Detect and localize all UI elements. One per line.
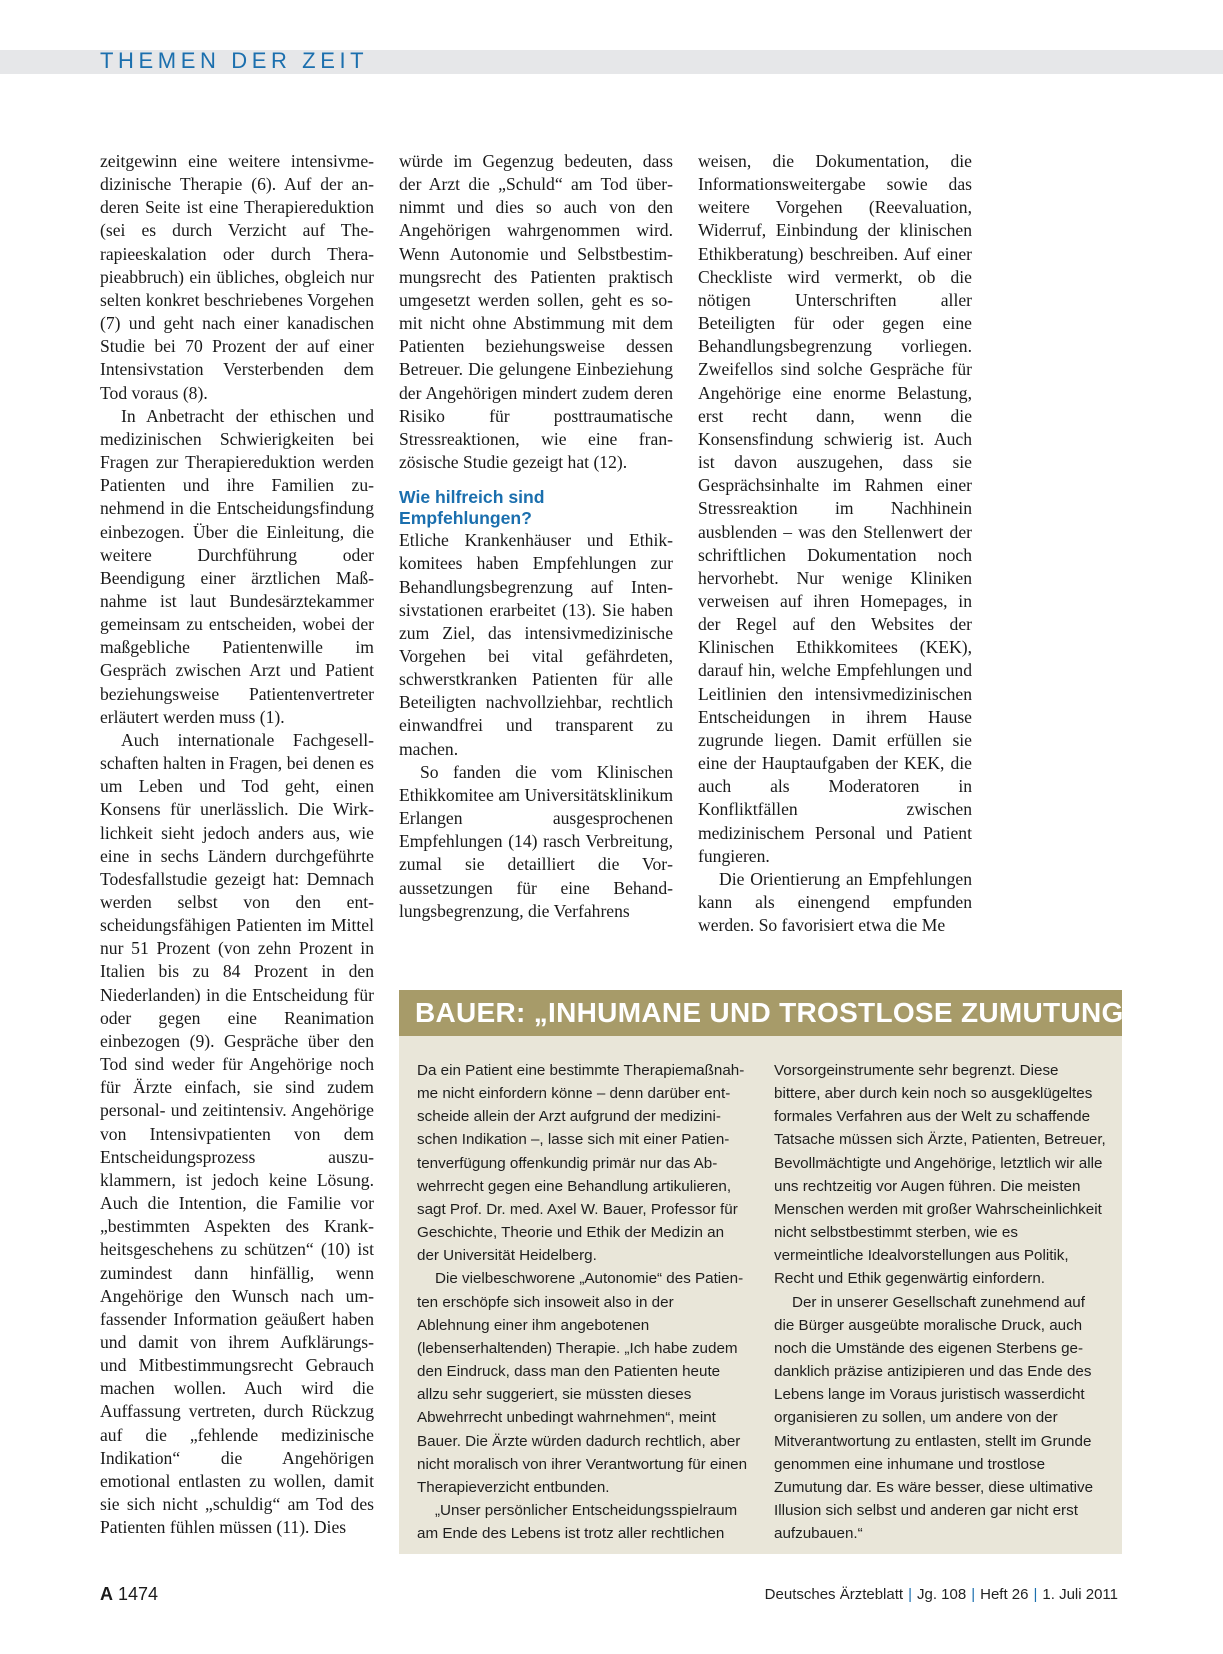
subheading-line: Wie hilfreich sind [399, 487, 545, 508]
box-paragraph: Die vielbeschworene „Autonomie“ des Patienten erschöpfe sich insoweit also in der Ablehnung einer ihm angebotenen (lebenserhaltenden) Therapie. „Ich habe zudem den Eindruck, dass man den Patienten heute allzu sehr suggeriert, sie müssten dieses Abwehrrecht unbedingt wahrnehmen“, meint Bauer. Die Ärzte würden dadurch rechtlich, aber nicht moralisch von ihrer Verantwortung für einen Therapieverzicht entbunden. [417, 1270, 748, 1496]
paragraph: Die Orientierung an Empfehlungen kann als einengend empfunden werden. So favorisiert etwa die Me [698, 868, 972, 936]
paragraph: So fanden die vom Klinischen Ethikkomitee am Universitätsklinikum Erlangen ausgesprochenen Empfehlungen (14) rasch Verbreitung, zumal sie detailliert die Voraussetzungen für eine Behandlungsbegrenzung, die Verfahrens [399, 761, 673, 921]
box-paragraph: „Unser persönlicher Entscheidungsspielraum am Ende des Lebens ist trotz aller rechtlichen [417, 1501, 738, 1543]
page-number-value: 1474 [118, 1584, 159, 1604]
box-column-1 [417, 1059, 749, 1545]
page-number [100, 1583, 158, 1605]
publication-info [765, 1585, 1118, 1605]
section-title: THEMEN DER ZEIT [100, 48, 369, 73]
paragraph: Etliche Krankenhäuser und Ethikkomitees haben Empfehlungen zur Behandlungsbegrenzung auf Intensivstationen erarbeitet (13). Sie haben zum Ziel, das intensivmedizinische Vorgehen bei vital gefährdeten, schwerstkranken Patienten für alle Beteiligten nachvollziehbar, rechtlich einwandfrei und transparent zu machen. [399, 530, 673, 759]
paragraph: In Anbetracht der ethischen und medizinischen Schwierigkeiten bei Fragen zur Therapiereduktion werden Patienten und ihre Familien zunehmend in die Entscheidungsfindung einbezogen. Über die Einleitung, die weitere Durchführung oder Beendigung einer ärztlichen Maßnahme ist laut Bundesärztekammer gemeinsam zu entscheiden, wobei der maßgebliche Patientenwille im Gespräch zwischen Arzt und Patient beziehungsweise Patientenvertreter erläutert werden muss (1). [100, 405, 374, 727]
subheading [399, 487, 673, 529]
separator: | [1033, 1586, 1038, 1603]
article-column-1 [100, 150, 374, 1539]
article-column-2 [399, 150, 673, 923]
box-title: BAUER: „INHUMANE UND TROSTLOSE ZUMUTUNG“ [415, 997, 1138, 1028]
issue: Heft 26 [980, 1586, 1029, 1603]
paragraph: weisen, die Dokumentation, die Informationsweitergabe sowie das weitere Vorgehen (Reevaluation, Widerruf, Einbindung der klinischen Ethikberatung) beschreiben. Auf einer Checkliste wird vermerkt, ob die nötigen Unterschriften aller Beteiligten für oder gegen eine Behandlungsbegrenzung vorliegen. Zweifellos sind solche Gespräche für Angehörige eine enorme Belastung, erst recht dann, wenn die Konsensfindung schwierig ist. Auch ist davon auszugehen, dass sie Gesprächsinhalte im Rahmen einer Stressreaktion im Nachhinein ausblenden – was den Stellenwert der schriftlichen Dokumentation noch hervorhebt. Nur wenige Kliniken verweisen auf ihren Homepages, in der Regel auf den Websites der Klinischen Ethikkomitees (KEK), darauf hin, welche Empfehlungen und Leitlinien den intensivmedizinischen Entscheidungen in ihrem Hause zugrunde liegen. Damit erfüllen sie eine der Hauptaufgaben der KEK, die auch als Moderatoren in Konfliktfällen zwischen medizinischem Personal und Patient fungieren. [698, 151, 972, 866]
volume: Jg. 108 [916, 1586, 967, 1603]
issue-date: 1. Juli 2011 [1042, 1586, 1118, 1603]
box-paragraph: Vorsorgeinstrumente sehr begrenzt. Diese bittere, aber durch kein noch so ausgeklügeltes formales Verfahren aus der Welt zu schaffende Tatsache müssen sich Ärzte, Patienten, Betreuer, Bevollmächtigte und Angehörige, letztlich wir alle uns rechtzeitig vor Augen führen. Die meisten Menschen werden mit großer Wahrscheinlichkeit nicht selbstbestimmt sterben, wie es vermeintliche Idealvorstellungen aus Politik, Recht und Ethik gegenwärtig einfordern. [774, 1062, 1106, 1288]
paragraph: zeitgewinn eine weitere intensivmedizinische Therapie (6). Auf der anderen Seite ist eine Therapiereduktion (sei es durch Verzicht auf Therapieeskalation oder durch Therapieabbruch) ein übliches, obgleich nur selten konkret beschriebenes Vorgehen (7) und geht nach einer kanadischen Studie bei 70 Prozent der auf einer Intensivstation Versterbenden dem Tod voraus (8). [100, 151, 374, 403]
paragraph: Auch internationale Fachgesellschaften halten in Fragen, bei denen es um Leben und Tod geht, einen Konsens für unerlässlich. Die Wirklichkeit sieht jedoch anders aus, wie eine in sechs Ländern durchgeführte Todesfallstudie gezeigt hat: Demnach werden selbst von den entscheidungsfähigen Patienten im Mittel nur 51 Prozent (von zehn Prozent in Italien bis zu 84 Prozent in den Niederlanden) in die Entscheidung für oder gegen eine Reanimation einbezogen (9). Gespräche über den Tod sind weder für Angehörige noch für Ärzte einfach, sie sind zudem personal- und zeitintensiv. Angehörige von Intensivpatienten von dem Entscheidungsprozess auszuklammern, ist jedoch keine Lösung. Auch die Intention, die Familie vor „bestimmten Aspekten des Krankheitsgeschehens zu schützen“ (10) ist zumindest dann hinfällig, wenn Angehörige den Wunsch nach umfassender Information geäußert haben und damit von ihrem Aufklärungs- und Mitbestimmungsrecht Gebrauch machen wollen. Auch wird die Auffassung vertreten, durch Rückzug auf die „fehlende medizinische Indikation“ die Angehörigen emotional entlasten zu wollen, damit sie sich nicht „schuldig“ am Tod des Patienten fühlen müssen (11). Dies [100, 729, 374, 1538]
interview-box [399, 990, 1138, 1554]
box-paragraph: Da ein Patient eine bestimmte Therapiemaßnahme nicht einfordern könne – denn darüber entscheide allein der Arzt aufgrund der medizinischen Indikation –, lasse sich mit einer Patientenverfügung offenkundig primär nur das Abwehrrecht gegen eine Behandlung artikulieren, sagt Prof. Dr. med. Axel W. Bauer, Professor für Geschichte, Theorie und Ethik der Medizin an der Universität Heidelberg. [417, 1062, 745, 1265]
box-column-2 [774, 1059, 1106, 1545]
subheading-line: Empfehlungen? [399, 508, 532, 529]
box-paragraph: Der in unserer Gesellschaft zunehmend auf die Bürger ausgeübte moralische Druck, auch noch die Umstände des eigenen Sterbens gedanklich präzise antizipieren und das Ende des Lebens lange im Voraus juristisch wasserdicht organisieren zu sollen, um andere von der Mitverantwortung zu entlasten, stellt im Grunde genommen eine inhumane und trostlose Zumutung dar. Es wäre besser, diese ultimative Illusion sich selbst und anderen gar nicht erst aufzubauen.“ [774, 1293, 1094, 1543]
paragraph: würde im Gegenzug bedeuten, dass der Arzt die „Schuld“ am Tod übernimmt und dies so auch von den Angehörigen wahrgenommen wird. Wenn Autonomie und Selbstbestimmungsrecht des Patienten praktisch umgesetzt werden sollen, geht es somit nicht ohne Abstimmung mit dem Patienten beziehungsweise dessen Betreuer. Die gelungene Einbeziehung der Angehörigen mindert zudem deren Risiko für posttraumatische Stressreaktionen, wie eine französische Studie gezeigt hat (12). [399, 151, 673, 473]
separator: | [971, 1586, 976, 1603]
page-prefix: A [100, 1584, 113, 1604]
box-header [399, 990, 1138, 1036]
journal-name: Deutsches Ärzteblatt [764, 1586, 904, 1603]
article-column-3 [698, 150, 972, 937]
separator: | [908, 1586, 912, 1603]
